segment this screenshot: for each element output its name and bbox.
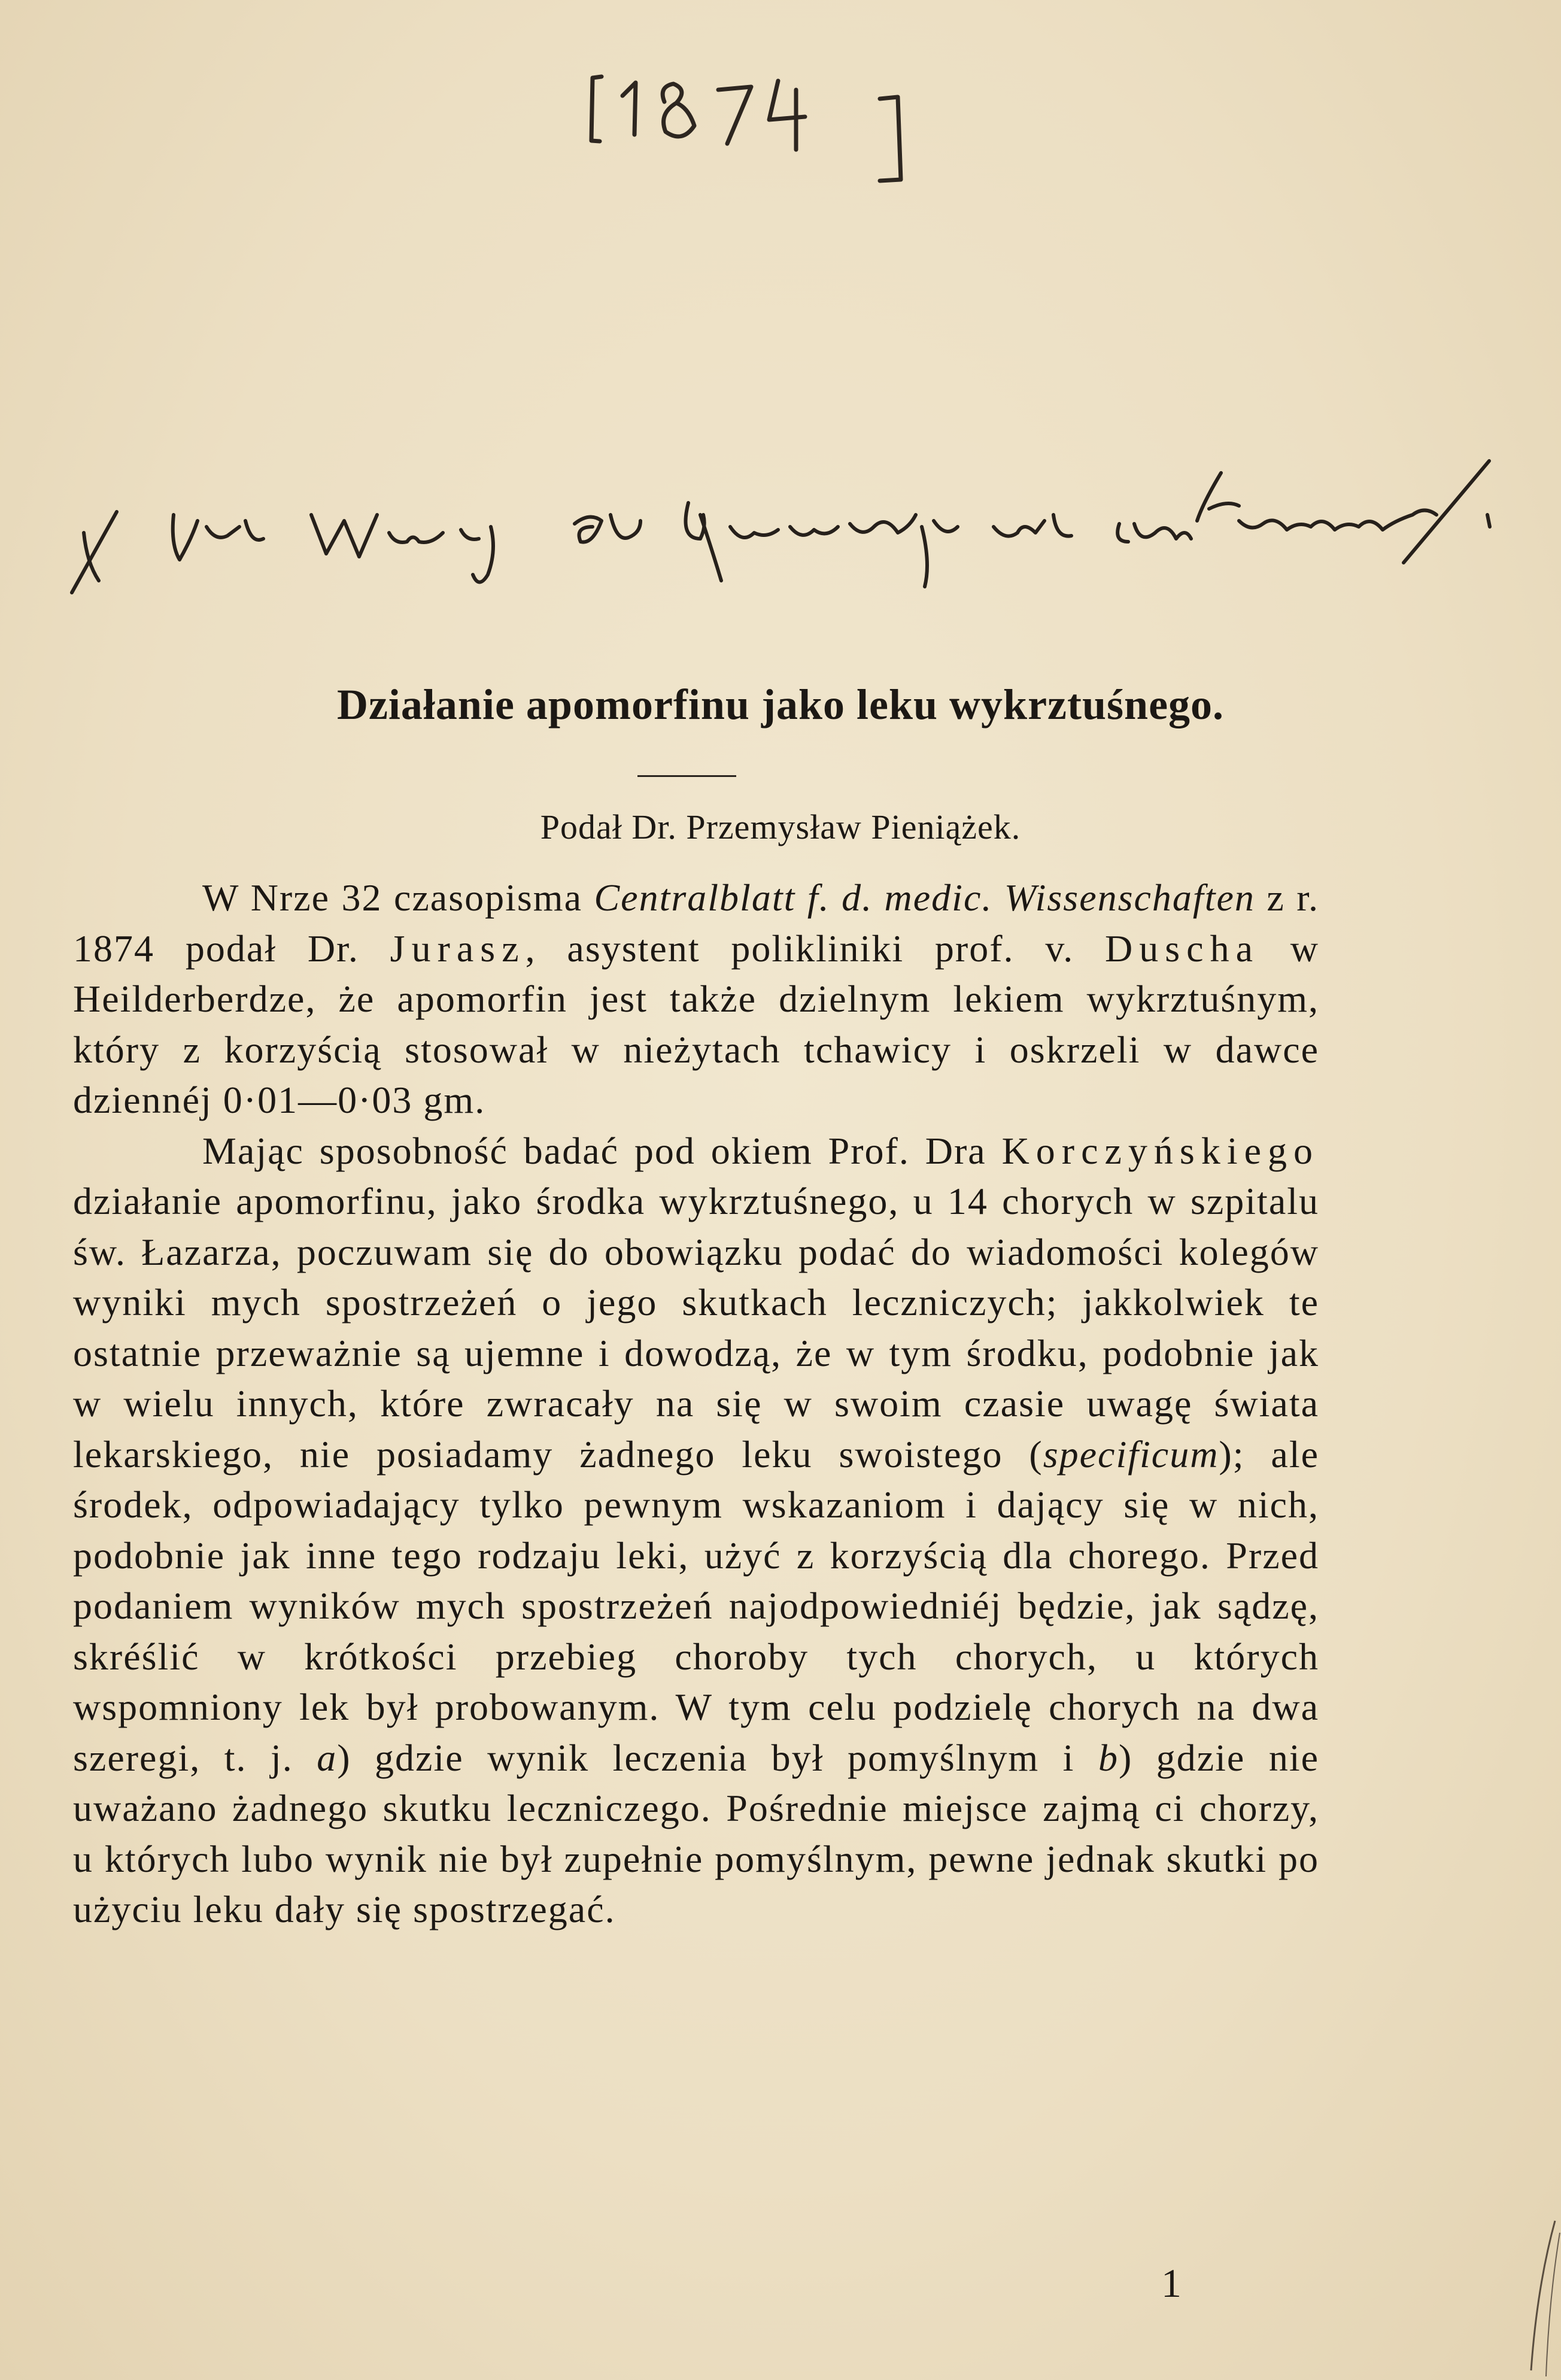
- handwritten-annotations: [0, 0, 1561, 658]
- text-run: W Nrze 32 czasopisma: [202, 876, 594, 919]
- call-number-handwriting: [591, 77, 901, 181]
- text-run: w Heilderberdze, że apomorfin jest także dzielnym lekiem wykrztuśnym, który z korzyścią stosował w nieżytach tchawicy i oskrzeli w dawce dziennéj 0·01—0·03 gm.: [73, 927, 1320, 1121]
- professor-name-spaced: Korczyńskiego: [1001, 1129, 1319, 1172]
- paragraph-1: [73, 873, 1319, 1126]
- text-run: ); ale środek, odpowiadający tylko pewnym wskazaniom i dający się w nich, podobnie jak inne tego rodzaju leki, użyć z korzyścią dla chorego. Przed podaniem wyników mych spostrzeżeń najodpowiedniéj będzie, jak sądzę, skréślić w krótkości przebieg choroby tych chorych, u których wspomniony lek był probowanym. W tym celu podzielę chorych na dwa szeregi, t. j.: [73, 1432, 1320, 1779]
- italic-letter: b: [1098, 1736, 1119, 1779]
- text-run: , asystent polikliniki prof. v.: [525, 927, 1106, 970]
- page-edge-marks: [1489, 2215, 1561, 2380]
- title-divider: [637, 775, 736, 777]
- italic-letter: a: [317, 1736, 338, 1779]
- text-run: ) gdzie nie uważano żadnego skutku leczniczego. Pośrednie miejsce zajmą ci chorzy, u których lubo wynik nie był zupełnie pomyślnym, pewne jednak skutki po użyciu leku dały się spostrzegać.: [73, 1736, 1319, 1930]
- journal-name: Centralblatt f. d. medic. Wissenschaften: [594, 876, 1255, 919]
- author-name-spaced: Jurasz: [390, 927, 526, 970]
- text-run: z r. 1874 podał Dr.: [73, 876, 1320, 970]
- professor-name-spaced: Duscha: [1105, 927, 1259, 970]
- text-run: ) gdzie wynik leczenia był pomyślnym i: [337, 1736, 1098, 1779]
- text-run: Mając sposobność badać pod okiem Prof. Dra: [202, 1129, 1002, 1172]
- author-byline: Podał Dr. Przemysław Pieniążek.: [540, 808, 1021, 846]
- page-number: 1: [1161, 2260, 1182, 2306]
- signature-handwriting: [72, 461, 1490, 593]
- italic-term: specificum: [1043, 1432, 1219, 1476]
- article-body: [73, 873, 1319, 1935]
- article-title: Działanie apomorfinu jako leku wykrztuśnego.: [336, 681, 1225, 728]
- text-run: działanie apomorfinu, jako środka wykrztuśnego, u 14 chorych w szpitalu św. Łazarza, poczuwam się do obowiązku podać do wiadomości kolegów wyniki mych spostrzeżeń o jego skutkach leczniczych; jakkolwiek te ostatnie przeważnie są ujemne i dowodzą, że w tym środku, podobnie jak w wielu innych, które zwracały na się w swoim czasie uwagę świata lekarskiego, nie posiadamy żadnego leku swoistego (: [73, 1180, 1319, 1476]
- paragraph-2: [73, 1126, 1319, 1935]
